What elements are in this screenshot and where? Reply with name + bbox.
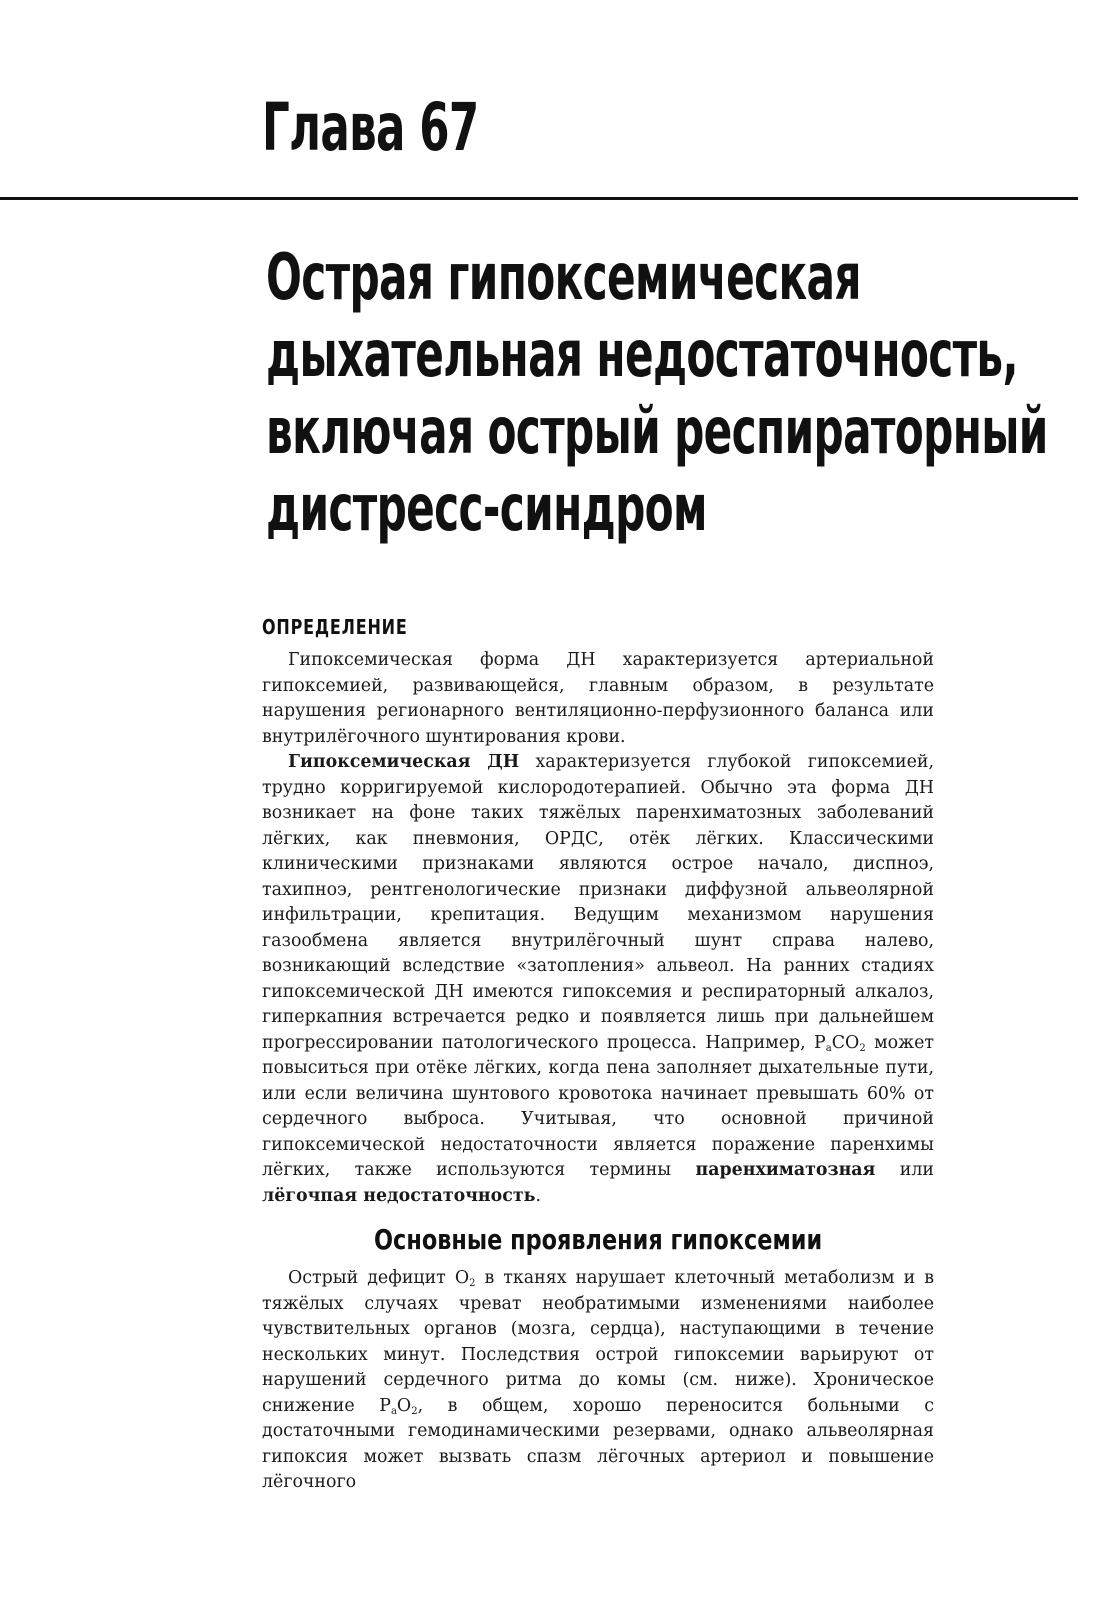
text-run: или xyxy=(875,1160,935,1180)
text-run: может повыситься при отёке лёгких, когда пена заполняет дыхательные пути, или если величина шунтового кровотока начинает превышать 60% от сердечного выброса. Учитывая, что основной причиной гипоксемической недостаточности является поражение паренхимы лёгких, также используются термины xyxy=(262,1032,935,1180)
text-run: в тканях нарушает клеточный метаболизм и в тяжёлых случаях чреват необратимыми изменениями наиболее чувствительных органов (мозга, сердца), наступающими в течение нескольких минут. Последствия острой гипоксемии варьируют от нарушений сердечного ритма до комы (см. ниже). Хроническое снижение P xyxy=(262,1268,935,1416)
subsection-heading-text: Основные проявления гипоксемии xyxy=(373,1223,823,1256)
subscript: 2 xyxy=(411,1405,418,1417)
subsection-heading-manifestations xyxy=(262,1222,934,1258)
text-run: Острый дефицит O xyxy=(288,1268,470,1288)
paragraph: Гипоксемическая форма ДН характеризуется артериальной гипоксемией, развивающейся, главным образом, в результате нарушения регионарного вентиляционно-перфузионного баланса или внутрилёгочного шунтирования крови. xyxy=(262,650,934,747)
chapter-title-line: включая острый респираторный xyxy=(266,395,1048,469)
chapter-title-line: дистресс-синдром xyxy=(266,472,707,546)
subscript: 2 xyxy=(859,1042,866,1054)
bold-term: лёгочпая недостаточность xyxy=(262,1185,536,1206)
chapter-title xyxy=(266,240,1048,548)
text-run: . xyxy=(535,1185,541,1206)
subscript: a xyxy=(390,1405,397,1417)
manifestations-text xyxy=(262,1266,934,1496)
section-heading-definition: ОПРЕДЕЛЕНИЕ xyxy=(262,615,408,639)
paragraph xyxy=(262,750,934,1209)
paragraph xyxy=(262,1266,934,1496)
text-run: O xyxy=(396,1395,412,1416)
chapter-title-line: Острая гипоксемическая xyxy=(266,241,861,315)
definition-text xyxy=(262,648,934,1209)
text-run: характеризуется глубокой гипоксемией, трудно корригируемой кислородотерапией. Обычно эта форма ДН возникает на фоне таких тяжёлых паренхиматозных заболеваний лёгких, как пневмония, ОРДС, отёк лёгких. Классическими клиническими признаками являются острое начало, диспноэ, тахипноэ, рентгенологические признаки диффузной альвеолярной инфильтрации, крепитация. Ведущим механизмом нарушения газообмена является внутрилёгочный шунт справа налево, возникающий вследствие «затопления» альвеол. На ранних стадиях гипоксемической ДН имеются гипоксемия и респираторный алкалоз, гиперкапния встречается редко и появляется лишь при дальнейшем прогрессировании патологического процесса. Например, P xyxy=(262,752,934,1053)
text-run: , в общем, хорошо переносится больными с достаточными гемодинамическими резервами, однако альвеолярная гипоксия может вызвать спазм лёгочных артериол и повышение лёгочного xyxy=(262,1395,934,1492)
text-run: CO xyxy=(831,1032,860,1053)
chapter-title-line: дыхательная недостаточность, xyxy=(266,318,1018,392)
subscript: 2 xyxy=(469,1278,476,1289)
bold-term: паренхиматозная xyxy=(695,1160,876,1180)
chapter-divider xyxy=(0,197,1078,200)
subscript: a xyxy=(825,1042,832,1054)
chapter-label: Глава 67 xyxy=(262,89,479,166)
bold-term: Гипоксемическая ДН xyxy=(288,752,520,772)
